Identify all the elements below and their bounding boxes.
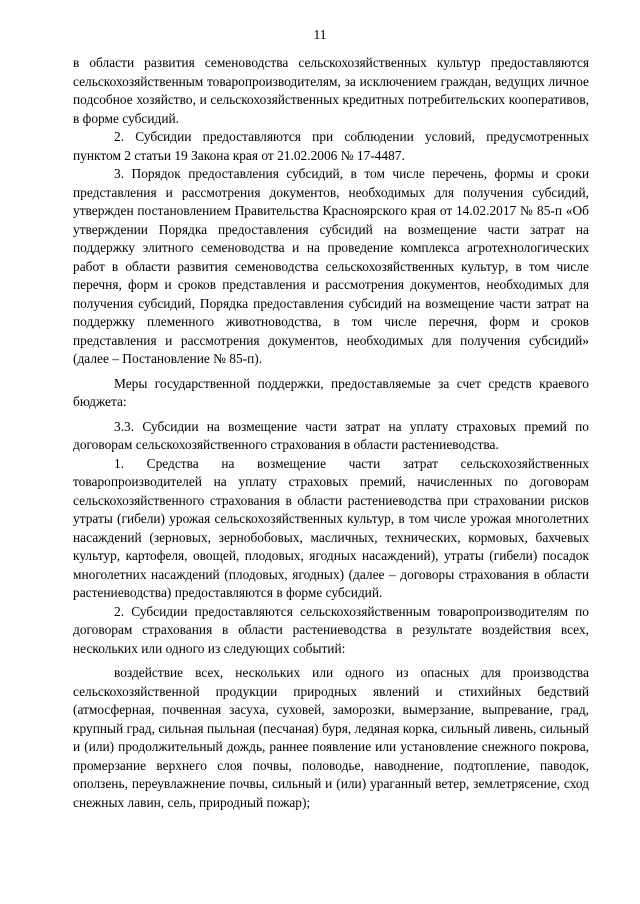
paragraph-intro-continuation: в области развития семеноводства сельскохозяйственных культур предоставляются сельскохозяйственным товаропроизводителям, за исключением граждан, ведущих личное подсобное хозяйство, и сельскохозяйственных кредитных потребительских кооперативов, в форме субсидий. [73, 55, 589, 126]
paragraph-natural-hazards-list: воздействие всех, нескольких или одного из опасных для производства сельскохозяйственной продукции природных явлений и стихийных бедствий (атмосферная, почвенная засуха, суховей, заморозки, вымерзание, выпревание, град, крупный град, сильная пыльная (песчаная) буря, ледяная корка, сильный ливень, сильный и (или) продолжительный дождь, раннее появление или установление снежного покрова, промерзание верхнего слоя почвы, половодье, наводнение, подтопление, паводок, оползень, переувлажнение почвы, сильный и (или) ураганный ветер, землетрясение, сход снежных лавин, сель, природный пожар); [73, 665, 589, 810]
section-heading-3-3: 3.3. Субсидии на возмещение части затрат на уплату страховых премий по договорам сельскохозяйственного страхования в области растениеводства. [73, 418, 589, 452]
document-body [73, 54, 589, 812]
paragraph-insurance-premium-funds: 1. Средства на возмещение части затрат сельскохозяйственных товаропроизводителей на уплату страховых премий, начисленных по договорам сельскохозяйственного страхования в области растениеводства при страховании рисков утраты (гибели) урожая сельскохозяйственных культур, в том числе урожая многолетних насаждений (зерновых, зернобобовых, масличных, технических, кормовых, бахчевых культур, картофеля, овощей, плодовых, ягодных насаждений), утраты (гибели) посадок многолетних насаждений (плодовых, ягодных) (далее – договоры страхования в области растениеводства) предоставляются в форме субсидий. [73, 455, 589, 600]
page-number: 11 [313, 27, 327, 42]
paragraph-subsidy-conditions: 2. Субсидии предоставляются при соблюдении условий, предусмотренных пунктом 2 статьи 19 Закона края от 21.02.2006 № 17-4487. [73, 129, 589, 163]
paragraph-state-support-measures: Меры государственной поддержки, предоставляемые за счет средств краевого бюджета: [73, 375, 589, 409]
paragraph-subsidy-procedure: 3. Порядок предоставления субсидий, в том числе перечень, формы и сроки представления и рассмотрения документов, необходимых для получения субсидий, утвержден постановлением Правительства Красноярского края от 14.02.2017 № 85-п «Об утверждении Порядка предоставления субсидий на возмещение части затрат на поддержку элитного семеноводства и на проведение комплекса агротехнологических работ в области развития семеноводства сельскохозяйственных культур, в том числе перечня, форм и сроков представления и рассмотрения документов, необходимых для получения субсидий, Порядка предоставления субсидий на возмещение части затрат на поддержку племенного животноводства, в том числе перечня, форм и сроков представления и рассмотрения документов, необходимых для получения субсидий» (далее – Постановление № 85-п). [73, 166, 589, 366]
paragraph-subsidy-events: 2. Субсидии предоставляются сельскохозяйственным товаропроизводителям по договорам страхования в области растениеводства в результате воздействия всех, нескольких или одного из следующих событий: [73, 603, 589, 656]
